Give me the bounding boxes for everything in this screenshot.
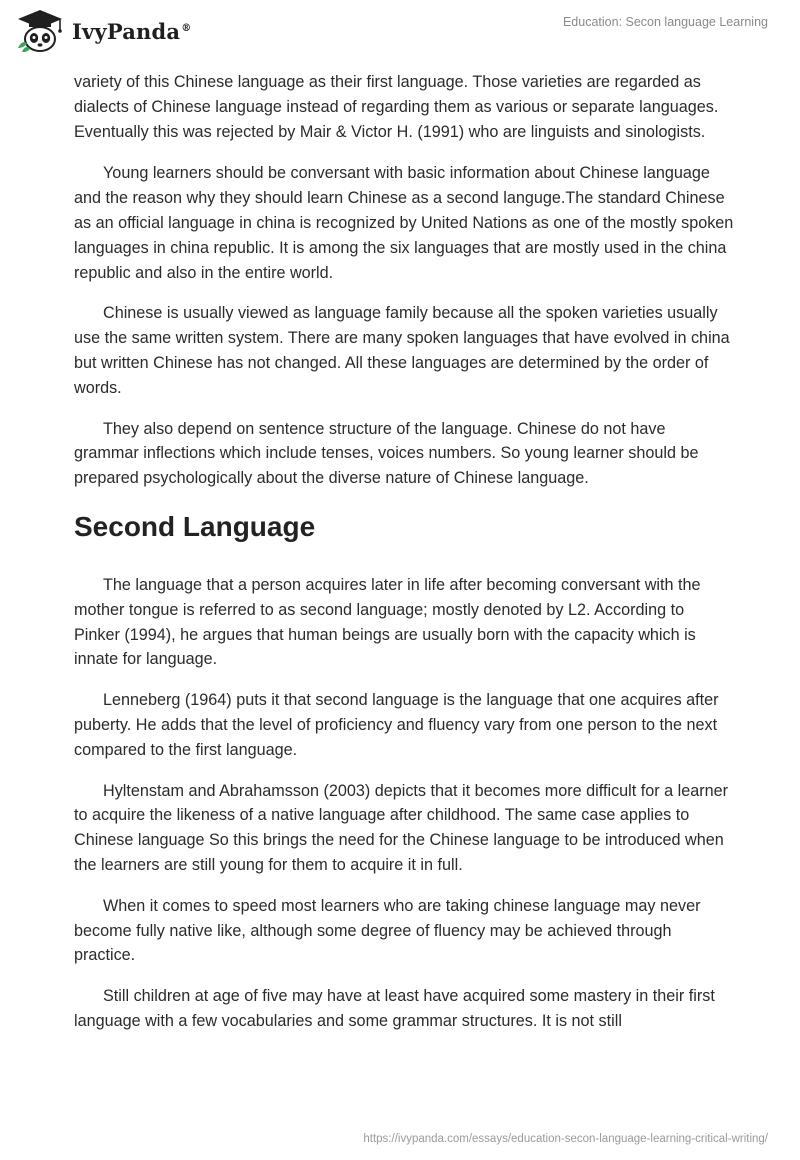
paragraph: They also depend on sentence structure of the language. Chinese do not have grammar inflections which include tenses, voices numbers. So young learner should be prepared psychologically about the diverse nature of Chinese language. xyxy=(74,419,699,488)
paragraph: When it comes to speed most learners who are taking chinese language may never become fully native like, although some degree of fluency may be achieved through practice. xyxy=(74,896,701,965)
paragraph: Hyltenstam and Abrahamsson (2003) depicts that it becomes more difficult for a learner to acquire the likeness of a native language after childhood. The same case applies to Chinese language So this brings the need for the Chinese language to be introduced when the learners are still young for them to acquire it in full. xyxy=(74,781,729,874)
source-url[interactable]: https://ivypanda.com/essays/education-secon-language-learning-critical-writing/ xyxy=(363,1133,768,1145)
paragraph-continued: variety of this Chinese language as their first language. Those varieties are regarded as dialects of Chinese language instead of regarding them as various or separate languages. Eventually this was rejected by Mair & Victor H. (1991) who are linguists and sinologists. xyxy=(74,73,719,141)
section-heading-second-language: Second Language xyxy=(74,510,316,542)
logo-name: IvyPanda xyxy=(72,18,181,44)
paragraph: The language that a person acquires later in life after becoming conversant with the mother tongue is referred to as second language; mostly denoted by L2. According to Pinker (1994), he argues that human beings are usually born with the capacity which is innate for language. xyxy=(74,575,701,669)
essay-body xyxy=(74,70,734,1050)
panda-logo-icon xyxy=(14,8,66,54)
paragraph: Still children at age of five may have at least have acquired some mastery in their first language with a few vocabularies and some grammar structures. It is not still xyxy=(74,987,715,1030)
ivypanda-logo[interactable] xyxy=(14,8,191,54)
page-header xyxy=(0,0,800,64)
document-title: Education: Secon language Learning xyxy=(562,15,768,29)
logo-wordmark xyxy=(72,19,191,44)
paragraph: Chinese is usually viewed as language family because all the spoken varieties usually use the same written system. There are many spoken languages that have evolved in china but written Chinese has not changed. All these languages are determined by the order of words. xyxy=(74,304,730,397)
paragraph: Lenneberg (1964) puts it that second language is the language that one acquires after puberty. He adds that the level of proficiency and fluency vary from one person to the next compared to the first language. xyxy=(74,691,719,759)
paragraph: Young learners should be conversant with basic information about Chinese language and the reason why they should learn Chinese as a second languge.The standard Chinese as an official language in china is recognized by United Nations as one of the mostly spoken languages in china republic. It is among the six languages that are mostly used in the china republic and also in the entire world. xyxy=(74,164,734,282)
registered-mark: ® xyxy=(181,22,192,34)
